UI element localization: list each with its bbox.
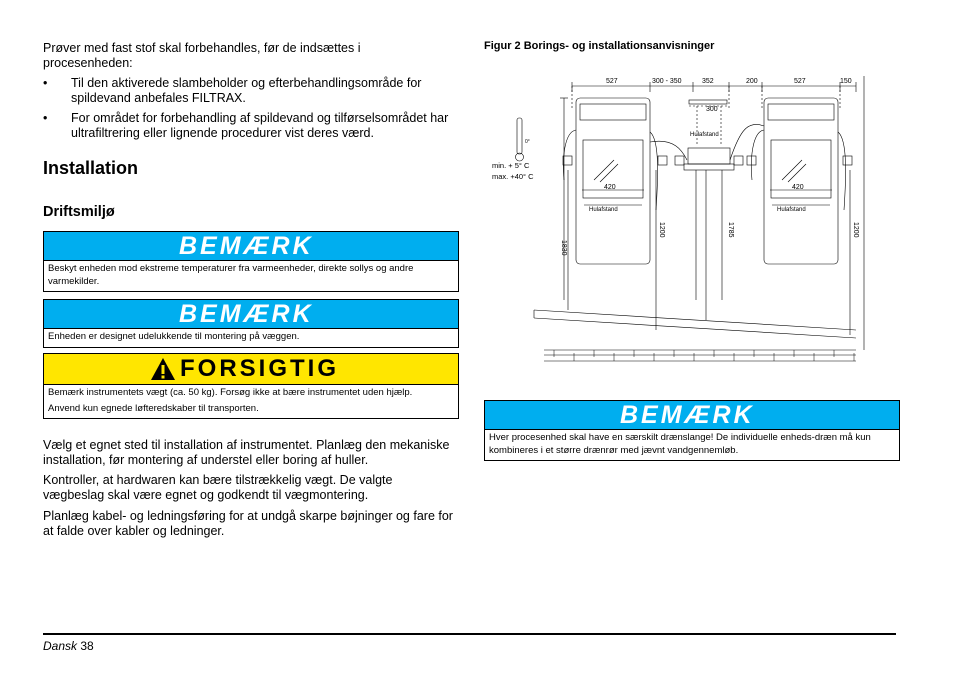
notice-header bbox=[44, 232, 458, 261]
dim-420-label: 420 bbox=[792, 184, 804, 191]
intro-text: Prøver med fast stof skal forbehandles, før de indsættes i procesenheden: bbox=[43, 41, 361, 70]
vert-dim-label: 1200 bbox=[658, 222, 665, 238]
notice-text: Enheden er designet udelukkende til montering på væggen. bbox=[48, 331, 300, 342]
unit-label: Hulafstand bbox=[777, 207, 806, 213]
top-dim-label: 150 bbox=[840, 78, 852, 85]
temp-max-label: max. +40° C bbox=[492, 172, 534, 181]
footer-rule bbox=[43, 633, 896, 635]
vert-dim-label: 1785 bbox=[727, 222, 734, 238]
vert-dim-label: 1200 bbox=[852, 222, 859, 238]
section-title: Installation bbox=[43, 158, 139, 178]
top-dim-label: 200 bbox=[746, 78, 758, 85]
top-dim-label: 352 bbox=[702, 78, 714, 85]
notice-text: Hver procesenhed skal have en særskilt drænslange! De individuelle enheds-dræn må kun kombineres i et større drænrør med jævnt vandgennemløb. bbox=[489, 432, 871, 456]
caution-box bbox=[43, 353, 459, 419]
notice-header bbox=[485, 401, 899, 430]
bracket-label: Hulafstand bbox=[690, 132, 719, 138]
temp-min-label: min. + 5° C bbox=[492, 161, 530, 170]
paragraph: Planlæg kabel- og ledningsføring for at undgå skarpe bøjninger og fare for at falde over kabler og ledninger. bbox=[43, 509, 453, 538]
bullet-text: For området for forbehandling af spildevand og tilførselsområdet har ultrafiltrering eller lignende procedurer vist deres værd. bbox=[71, 111, 449, 140]
top-dim-label: 527 bbox=[606, 78, 618, 85]
paragraph: Kontroller, at hardwaren kan bære tilstrækkelig vægt. De valgte vægbeslag skal være egnet og godkendt til vægmontering. bbox=[43, 473, 393, 502]
footer-language: Dansk bbox=[43, 639, 78, 653]
top-dim-label: 300 - 350 bbox=[652, 78, 682, 85]
notice-box bbox=[484, 400, 900, 461]
figure-caption: Figur 2 Borings- og installationsanvisninger bbox=[484, 40, 715, 52]
unit-label: Hulafstand bbox=[589, 207, 618, 213]
bullet-marker: • bbox=[43, 76, 48, 90]
notice-title: BEMÆRK bbox=[620, 401, 755, 429]
installation-diagram bbox=[484, 70, 884, 370]
notice-title: BEMÆRK bbox=[179, 300, 314, 328]
thermometer-zero-label: 0° bbox=[525, 139, 530, 145]
notice-box bbox=[43, 231, 459, 292]
caution-title: FORSIGTIG bbox=[180, 355, 339, 382]
footer bbox=[43, 639, 94, 653]
dim-420-label: 420 bbox=[604, 184, 616, 191]
vert-dim-label: 1830 bbox=[560, 240, 567, 256]
caution-text: Anvend kun egnede løfteredskaber til transporten. bbox=[48, 402, 259, 414]
caution-header bbox=[44, 354, 458, 385]
warning-icon bbox=[150, 357, 176, 381]
paragraph: Vælg et egnet sted til installation af instrumentet. Planlæg den mekaniske installation, før montering af understel eller boring af huller. bbox=[43, 438, 450, 467]
notice-box bbox=[43, 299, 459, 348]
notice-header bbox=[44, 300, 458, 329]
caution-text: Bemærk instrumentets vægt (ca. 50 kg). Forsøg ikke at bære instrumentet uden hjælp. bbox=[48, 387, 413, 398]
top-dim-label: 527 bbox=[794, 78, 806, 85]
bullet-text: Til den aktiverede slambeholder og efterbehandlingsområde for spildevand anbefales FILTRAX. bbox=[71, 76, 422, 105]
footer-page-number: 38 bbox=[80, 639, 94, 653]
subsection-title: Driftsmiljø bbox=[43, 204, 115, 220]
notice-text: Beskyt enheden mod ekstreme temperaturer fra varmeenheder, direkte sollys og andre varmekilder. bbox=[48, 263, 414, 287]
bullet-marker: • bbox=[43, 111, 48, 125]
notice-title: BEMÆRK bbox=[179, 232, 314, 260]
inner-dim-label: 300 bbox=[706, 106, 718, 113]
